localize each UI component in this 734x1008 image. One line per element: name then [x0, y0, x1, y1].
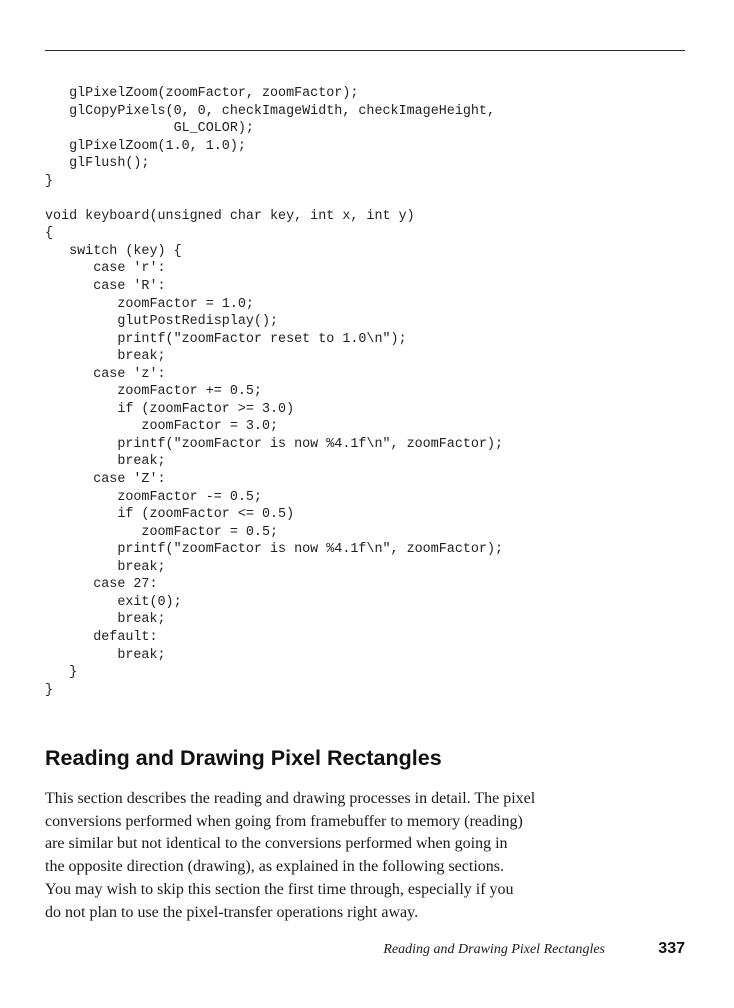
code-line: glPixelZoom(1.0, 1.0); [45, 138, 246, 154]
code-line: case 'R': [45, 279, 166, 295]
paragraph-line: are similar but not identical to the conversions performed when going in [45, 835, 508, 853]
header-rule [45, 50, 685, 51]
code-line: switch (key) { [45, 243, 182, 259]
code-line: zoomFactor -= 0.5; [45, 489, 262, 505]
code-line: glPixelZoom(zoomFactor, zoomFactor); [45, 86, 359, 101]
code-line: zoomFactor += 0.5; [45, 384, 262, 400]
code-line: printf("zoomFactor is now %4.1f\n", zoomFactor); [45, 542, 504, 558]
code-line: printf("zoomFactor reset to 1.0\n"); [45, 331, 407, 347]
code-line: break; [45, 559, 166, 575]
code-line: zoomFactor = 0.5; [45, 524, 279, 540]
paragraph-line: the opposite direction (drawing), as explained in the following sections. [45, 858, 504, 876]
running-title: Reading and Drawing Pixel Rectangles [383, 942, 605, 957]
code-line: break; [45, 454, 166, 470]
code-line: } [45, 665, 78, 681]
code-line [45, 190, 503, 208]
code-line: glCopyPixels(0, 0, checkImageWidth, checkImageHeight, [45, 103, 495, 119]
paragraph-line: do not plan to use the pixel-transfer operations right away. [45, 903, 419, 921]
code-listing [45, 85, 503, 699]
code-line: if (zoomFactor <= 0.5) [45, 507, 295, 523]
code-line: } [45, 173, 54, 189]
code-line: zoomFactor = 3.0; [45, 419, 279, 435]
code-line: exit(0); [45, 594, 182, 610]
paragraph-line: conversions performed when going from framebuffer to memory (reading) [45, 812, 523, 830]
page-footer [45, 940, 685, 964]
code-line: break; [45, 647, 166, 663]
code-line: void keyboard(unsigned char key, int x, int y) [45, 208, 415, 224]
paragraph-line: This section describes the reading and drawing processes in detail. The pixel [45, 790, 536, 807]
page-number: 337 [658, 940, 685, 957]
code-line: case 'r': [45, 261, 166, 277]
code-line: break; [45, 612, 166, 628]
code-line: GL_COLOR); [45, 121, 254, 137]
code-line: if (zoomFactor >= 3.0) [45, 401, 295, 417]
code-line: default: [45, 629, 158, 645]
code-line: case 27: [45, 577, 158, 593]
section-heading: Reading and Drawing Pixel Rectangles [45, 746, 442, 770]
code-line: } [45, 682, 54, 698]
code-line: glutPostRedisplay(); [45, 314, 279, 330]
code-line: case 'z': [45, 366, 166, 382]
code-line: glFlush(); [45, 156, 150, 172]
code-line: break; [45, 349, 166, 365]
code-line: printf("zoomFactor is now %4.1f\n", zoomFactor); [45, 436, 504, 452]
body-paragraph [45, 788, 605, 924]
code-line: case 'Z': [45, 472, 166, 488]
code-line: zoomFactor = 1.0; [45, 296, 254, 312]
paragraph-line: You may wish to skip this section the first time through, especially if you [45, 880, 514, 898]
code-line: { [45, 226, 54, 242]
